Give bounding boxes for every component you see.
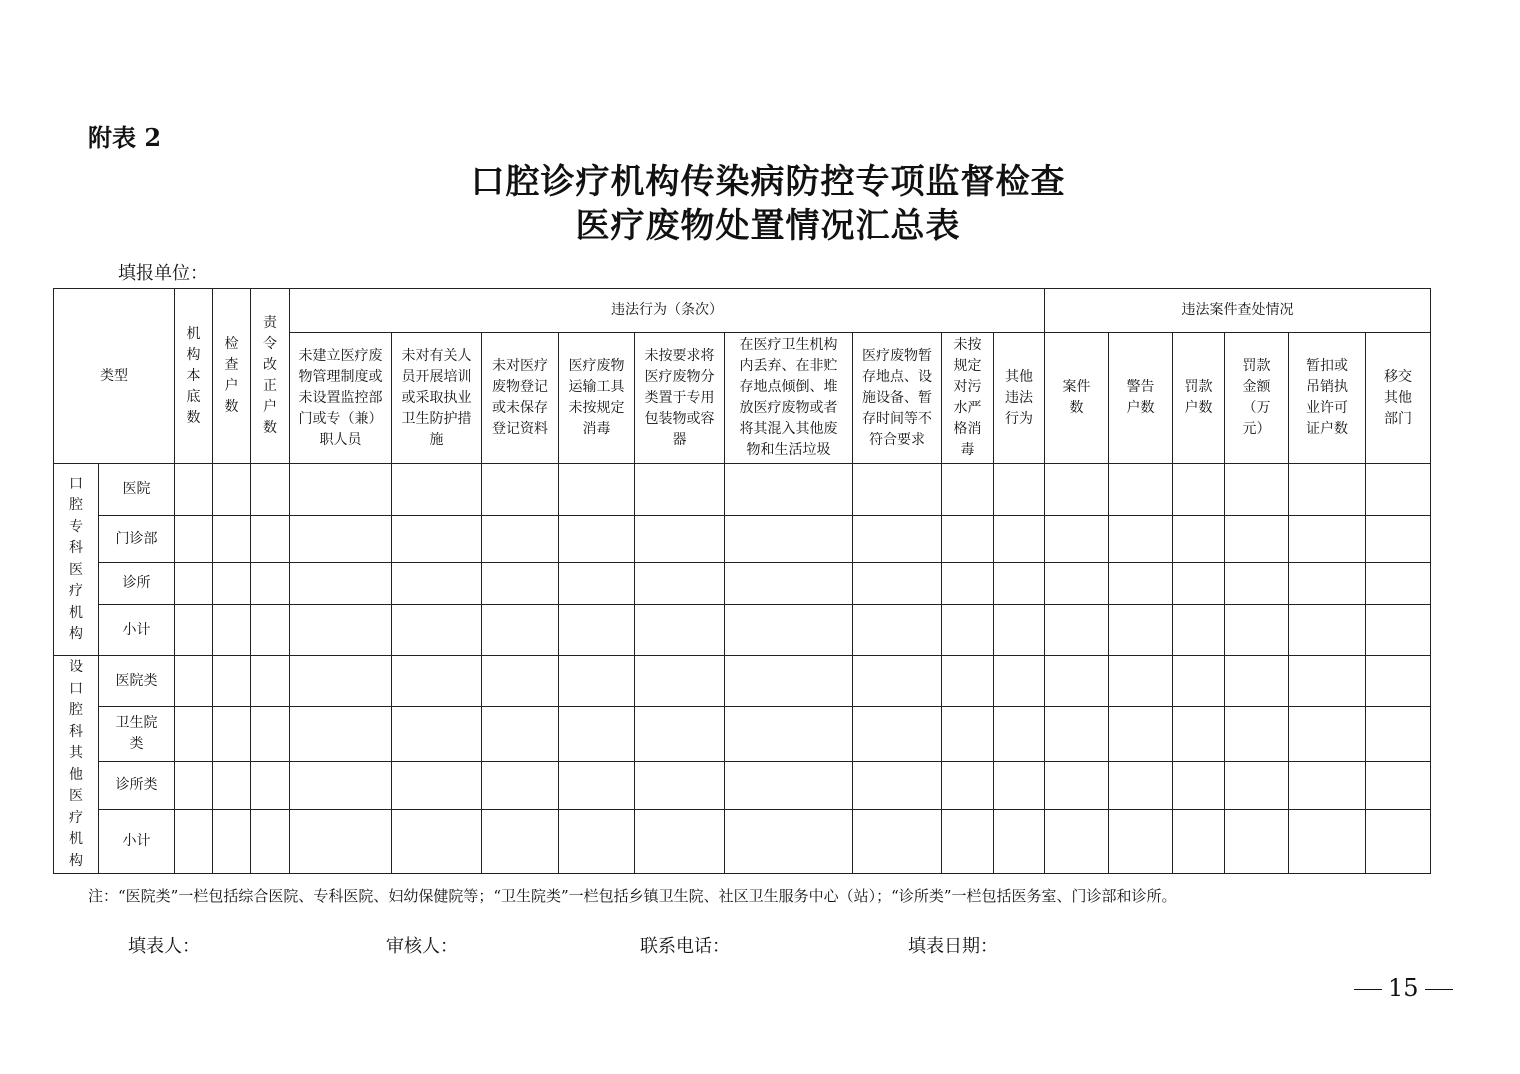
table-cell	[853, 563, 942, 605]
table-cell	[251, 656, 290, 707]
table-cell	[1225, 810, 1289, 874]
table-cell	[1289, 563, 1366, 605]
table-cell	[1173, 656, 1225, 707]
table-cell	[725, 516, 853, 563]
table-cell	[175, 464, 213, 516]
table-cell	[1225, 464, 1289, 516]
table-cell	[213, 464, 251, 516]
table-cell	[725, 605, 853, 656]
table-cell	[725, 810, 853, 874]
table-cell	[559, 762, 635, 810]
table-cell	[1109, 605, 1173, 656]
table-cell	[942, 810, 994, 874]
table-cell	[942, 656, 994, 707]
row-label: 医院	[99, 464, 175, 516]
table-cell	[994, 762, 1045, 810]
table-cell	[482, 707, 559, 762]
header-violation-0: 未建立医疗废物管理制度或未设置监控部门或专（兼）职人员	[290, 333, 392, 464]
table-cell	[725, 707, 853, 762]
header-violation-3: 医疗废物运输工具未按规定消毒	[559, 333, 635, 464]
table-cell	[175, 563, 213, 605]
table-cell	[251, 762, 290, 810]
table-cell	[853, 762, 942, 810]
table-cell	[853, 810, 942, 874]
row-label: 医院类	[99, 656, 175, 707]
table-cell	[1045, 707, 1109, 762]
table-cell	[1109, 656, 1173, 707]
table-cell	[482, 656, 559, 707]
table-cell	[1045, 656, 1109, 707]
table-cell	[559, 464, 635, 516]
table-cell	[1366, 605, 1431, 656]
table-cell	[1173, 810, 1225, 874]
page-number	[1348, 974, 1459, 1002]
table-cell	[725, 563, 853, 605]
summary-table	[53, 288, 1431, 874]
table-cell	[1225, 762, 1289, 810]
table-cell	[1225, 707, 1289, 762]
table-cell	[1225, 516, 1289, 563]
table-cell	[994, 707, 1045, 762]
row-label: 卫生院类	[99, 707, 175, 762]
header-violation-4: 未按要求将医疗废物分类置于专用包装物或容器	[635, 333, 725, 464]
table-cell	[942, 464, 994, 516]
table-cell	[392, 516, 482, 563]
table-cell	[251, 516, 290, 563]
table-cell	[251, 707, 290, 762]
attachment-label: 附表 2	[88, 123, 162, 152]
table-cell	[635, 707, 725, 762]
table-cell	[175, 516, 213, 563]
table-cell	[942, 605, 994, 656]
table-cell	[1366, 563, 1431, 605]
table-cell	[290, 516, 392, 563]
row-group-label: 设口腔科其他医疗机构	[54, 656, 99, 874]
table-cell	[290, 464, 392, 516]
header-institutions-base: 机构本底数	[175, 289, 213, 464]
header-ordered-correction: 责令改正户数	[251, 289, 290, 464]
row-label: 小计	[99, 810, 175, 874]
table-cell	[559, 656, 635, 707]
table-cell	[213, 563, 251, 605]
table-cell	[290, 762, 392, 810]
table-cell	[482, 810, 559, 874]
header-violation-5: 在医疗卫生机构内丢弃、在非贮存地点倾倒、堆放医疗废物或者将其混入其他废物和生活垃圾	[725, 333, 853, 464]
table-cell	[290, 707, 392, 762]
header-case-5: 移交其他部门	[1366, 333, 1431, 464]
table-cell	[942, 762, 994, 810]
table-cell	[251, 563, 290, 605]
table-cell	[1045, 810, 1109, 874]
row-label: 小计	[99, 605, 175, 656]
table-cell	[1173, 762, 1225, 810]
table-cell	[175, 810, 213, 874]
header-violation-6: 医疗废物暂存地点、设施设备、暂存时间等不符合要求	[853, 333, 942, 464]
header-violation-8: 其他违法行为	[994, 333, 1045, 464]
table-cell	[994, 563, 1045, 605]
table-cell	[392, 762, 482, 810]
table-cell	[1289, 707, 1366, 762]
table-cell	[1045, 762, 1109, 810]
header-violation-2: 未对医疗废物登记或未保存登记资料	[482, 333, 559, 464]
table-cell	[994, 605, 1045, 656]
table-cell	[559, 605, 635, 656]
table-note: 注：“医院类”一栏包括综合医院、专科医院、妇幼保健院等；“卫生院类”一栏包括乡镇卫生院、社区卫生服务中心（站）；“诊所类”一栏包括医务室、门诊部和诊所。	[88, 887, 1177, 905]
table-cell	[1225, 656, 1289, 707]
table-cell	[559, 516, 635, 563]
table-cell	[994, 810, 1045, 874]
row-group-label: 口腔专科医疗机构	[54, 464, 99, 656]
table-cell	[1109, 516, 1173, 563]
table-cell	[1225, 605, 1289, 656]
table-cell	[392, 707, 482, 762]
table-cell	[482, 762, 559, 810]
table-cell	[1225, 563, 1289, 605]
table-cell	[175, 656, 213, 707]
table-cell	[853, 464, 942, 516]
table-cell	[290, 605, 392, 656]
table-cell	[1173, 605, 1225, 656]
table-cell	[942, 707, 994, 762]
header-case-2: 罚款户数	[1173, 333, 1225, 464]
table-cell	[392, 563, 482, 605]
header-inspected: 检查户数	[213, 289, 251, 464]
header-violation-1: 未对有关人员开展培训或采取执业卫生防护措施	[392, 333, 482, 464]
table-cell	[1173, 707, 1225, 762]
row-label: 诊所类	[99, 762, 175, 810]
header-violation-group: 违法行为（条次）	[290, 289, 1045, 333]
table-cell	[635, 563, 725, 605]
table-cell	[213, 707, 251, 762]
table-cell	[1366, 656, 1431, 707]
table-cell	[635, 656, 725, 707]
table-cell	[290, 563, 392, 605]
dash-left	[1354, 989, 1382, 990]
header-case-group: 违法案件查处情况	[1045, 289, 1431, 333]
table-cell	[1366, 516, 1431, 563]
fill-date-label: 填表日期：	[908, 936, 998, 957]
header-case-3: 罚款金额（万元）	[1225, 333, 1289, 464]
table-cell	[213, 605, 251, 656]
table-cell	[1366, 707, 1431, 762]
table-cell	[635, 464, 725, 516]
table-cell	[1289, 464, 1366, 516]
table-cell	[482, 563, 559, 605]
table-cell	[853, 516, 942, 563]
table-cell	[1045, 563, 1109, 605]
page-title-line1: 口腔诊疗机构传染病防控专项监督检查	[470, 162, 1066, 202]
table-cell	[251, 810, 290, 874]
table-cell	[290, 810, 392, 874]
table-cell	[635, 762, 725, 810]
table-cell	[725, 464, 853, 516]
table-cell	[482, 605, 559, 656]
table-cell	[1173, 516, 1225, 563]
table-cell	[994, 516, 1045, 563]
table-cell	[1366, 762, 1431, 810]
dash-right	[1425, 989, 1453, 990]
table-cell	[1366, 810, 1431, 874]
table-cell	[559, 563, 635, 605]
table-cell	[213, 656, 251, 707]
row-label: 门诊部	[99, 516, 175, 563]
row-label: 诊所	[99, 563, 175, 605]
table-cell	[725, 762, 853, 810]
table-cell	[175, 762, 213, 810]
table-cell	[1173, 464, 1225, 516]
table-cell	[482, 464, 559, 516]
table-cell	[175, 707, 213, 762]
table-cell	[213, 810, 251, 874]
table-cell	[635, 605, 725, 656]
header-case-4: 暂扣或吊销执业许可证户数	[1289, 333, 1366, 464]
table-cell	[392, 605, 482, 656]
reporting-unit-label: 填报单位：	[118, 263, 208, 284]
table-cell	[853, 656, 942, 707]
table-cell	[853, 707, 942, 762]
table-cell	[559, 810, 635, 874]
table-cell	[1045, 464, 1109, 516]
table-cell	[1173, 563, 1225, 605]
table-cell	[1109, 464, 1173, 516]
table-cell	[1289, 516, 1366, 563]
table-cell	[1289, 656, 1366, 707]
table-cell	[1289, 810, 1366, 874]
page-title-line2: 医疗废物处置情况汇总表	[575, 206, 961, 246]
table-cell	[482, 516, 559, 563]
table-cell	[251, 464, 290, 516]
table-cell	[1109, 563, 1173, 605]
reviewer-label: 审核人：	[386, 936, 458, 957]
table-cell	[942, 516, 994, 563]
header-type: 类型	[54, 289, 175, 464]
table-cell	[635, 516, 725, 563]
table-cell	[1289, 762, 1366, 810]
table-cell	[994, 656, 1045, 707]
header-violation-7: 未按规定对污水严格消毒	[942, 333, 994, 464]
phone-label: 联系电话：	[640, 936, 730, 957]
table-cell	[1289, 605, 1366, 656]
header-case-0: 案件数	[1045, 333, 1109, 464]
header-case-1: 警告户数	[1109, 333, 1173, 464]
table-cell	[251, 605, 290, 656]
table-cell	[994, 464, 1045, 516]
table-cell	[1109, 810, 1173, 874]
table-cell	[725, 656, 853, 707]
table-cell	[392, 810, 482, 874]
table-cell	[942, 563, 994, 605]
table-cell	[213, 516, 251, 563]
page-number-text: 15	[1388, 974, 1419, 1002]
table-cell	[1045, 516, 1109, 563]
filler-label: 填表人：	[128, 936, 200, 957]
table-cell	[392, 656, 482, 707]
table-cell	[1366, 464, 1431, 516]
table-cell	[290, 656, 392, 707]
table-cell	[175, 605, 213, 656]
table-cell	[559, 707, 635, 762]
table-cell	[213, 762, 251, 810]
table-cell	[1109, 762, 1173, 810]
table-cell	[1109, 707, 1173, 762]
table-cell	[1045, 605, 1109, 656]
table-cell	[635, 810, 725, 874]
table-cell	[853, 605, 942, 656]
table-cell	[392, 464, 482, 516]
